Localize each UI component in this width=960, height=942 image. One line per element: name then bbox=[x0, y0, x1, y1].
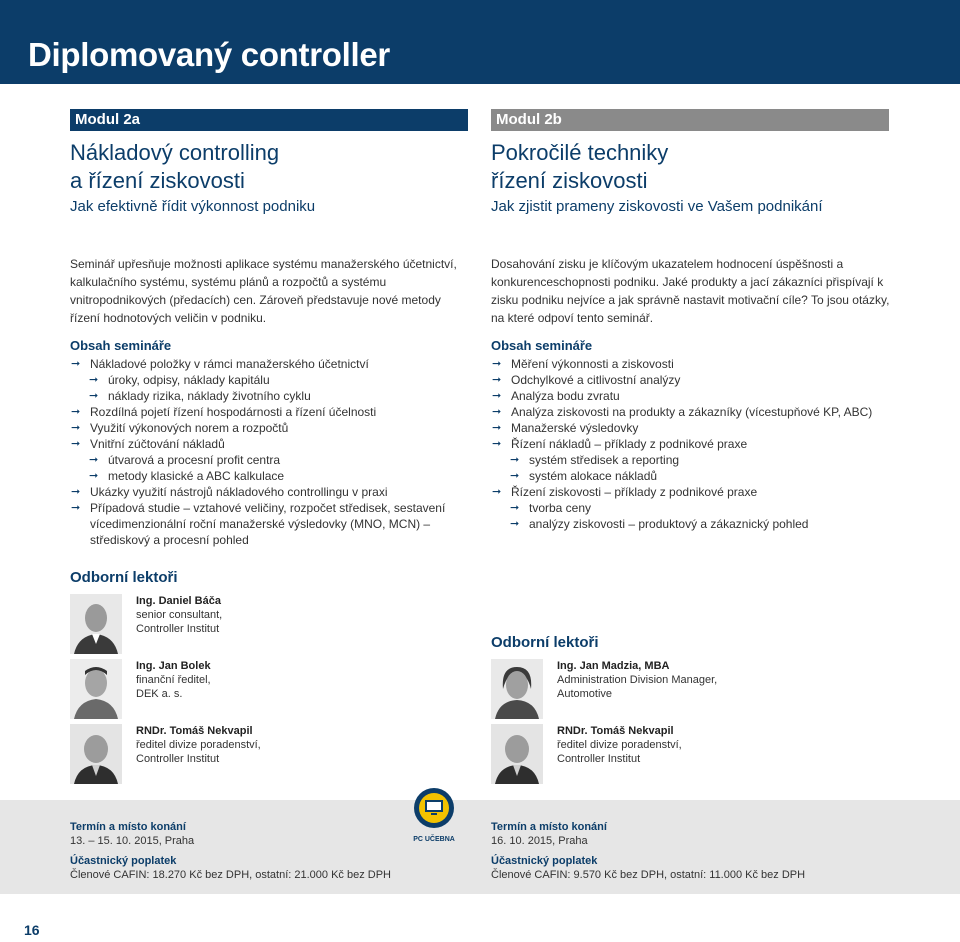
term-value: 16. 10. 2015, Praha bbox=[491, 835, 588, 847]
lecturer-name: RNDr. Tomáš Nekvapil bbox=[136, 725, 253, 737]
module-2b-items bbox=[491, 356, 891, 532]
module-2a-items bbox=[70, 356, 470, 548]
page-header bbox=[0, 0, 960, 84]
module-2a-intro: Seminář upřesňuje možnosti aplikace systému manažerského účetnictví, kalkulačního systému, systému plánů a rozpočtů a systému vnitropodnikových (předacích) cen. Zároveň představuje nové metody řízení hodnotových veličin v podniku. bbox=[70, 257, 457, 325]
module-2a-subtitle: Jak efektivně řídit výkonnost podniku bbox=[70, 198, 316, 215]
lecturer-photo bbox=[70, 724, 122, 784]
arrow-bullet-icon: ➞ bbox=[89, 374, 99, 386]
fee-heading: Účastnický poplatek bbox=[70, 855, 177, 867]
lecturer-photo bbox=[491, 659, 543, 719]
arrow-bullet-icon: ➞ bbox=[510, 454, 520, 466]
pc-classroom-badge bbox=[414, 786, 454, 846]
module-2b-label: Modul 2b bbox=[491, 109, 889, 131]
lecturer-photo bbox=[491, 724, 543, 784]
arrow-bullet-icon: ➞ bbox=[492, 390, 502, 402]
lecturer-role: senior consultant, bbox=[136, 609, 223, 621]
pc-classroom-icon bbox=[414, 786, 454, 836]
list-item: ➞ Analýza bodu zvratu bbox=[492, 389, 620, 403]
module-2a-content bbox=[70, 255, 470, 548]
list-subitem: ➞ náklady rizika, náklady životního cyklu bbox=[89, 389, 311, 403]
fee-heading: Účastnický poplatek bbox=[491, 855, 598, 867]
module-2a-heading bbox=[70, 109, 468, 217]
module-2b-title-line2: řízení ziskovosti bbox=[491, 168, 648, 193]
lecturer-card bbox=[70, 594, 370, 654]
arrow-bullet-icon: ➞ bbox=[510, 470, 520, 482]
arrow-bullet-icon: ➞ bbox=[89, 470, 99, 482]
lecturer-role: Administration Division Manager, bbox=[557, 674, 718, 686]
module-2b-subtitle: Jak zjistit prameny ziskovosti ve Vašem podnikání bbox=[491, 198, 823, 215]
pc-classroom-label: PC UČEBNA bbox=[413, 836, 455, 843]
lecturer-org: Controller Institut bbox=[136, 753, 220, 765]
module-2b-intro: Dosahování zisku je klíčovým ukazatelem hodnocení úspěšnosti a konkurenceschopnosti podniku. Jaké produkty a jací zákazníci přispívají k zisku podniku nejvíce a jak správně nastavit motivační cíle? To jsou otázky, na které odpoví tento seminář. bbox=[491, 257, 890, 325]
arrow-bullet-icon: ➞ bbox=[71, 358, 81, 370]
list-item: ➞ Využití výkonových norem a rozpočtů bbox=[71, 421, 289, 435]
lecturer-org: Controller Institut bbox=[136, 623, 220, 635]
list-item: ➞ Případová studie – vztahové veličiny, rozpočet středisek, sestavení vícedimenzionální roční manažerské výsledovky (MNO, MCN) – střediskový a procesní pohled bbox=[71, 501, 446, 547]
arrow-bullet-icon: ➞ bbox=[492, 374, 502, 386]
module-2a-title-line1: Nákladový controlling bbox=[70, 140, 280, 165]
module-2b-heading bbox=[491, 109, 889, 217]
lecturer-role: finanční ředitel, bbox=[136, 674, 211, 686]
list-subitem: ➞ analýzy ziskovosti – produktový a zákaznický pohled bbox=[510, 517, 809, 531]
list-item: ➞ Rozdílná pojetí řízení hospodárnosti a řízení účelnosti bbox=[71, 405, 377, 419]
lecturer-card bbox=[70, 724, 370, 784]
module-2a-footer bbox=[70, 820, 391, 882]
list-subitem: ➞ systém alokace nákladů bbox=[510, 469, 658, 483]
arrow-bullet-icon: ➞ bbox=[492, 358, 502, 370]
list-subitem: ➞ systém středisek a reporting bbox=[510, 453, 680, 467]
lecturer-role: ředitel divize poradenství, bbox=[136, 739, 261, 751]
arrow-bullet-icon: ➞ bbox=[492, 486, 502, 498]
module-2a-label: Modul 2a bbox=[70, 109, 468, 131]
module-2b-obsah-heading: Obsah semináře bbox=[491, 338, 593, 353]
lecturer-name: Ing. Jan Bolek bbox=[136, 660, 211, 672]
term-value: 13. – 15. 10. 2015, Praha bbox=[70, 835, 195, 847]
page-number: 16 bbox=[24, 922, 40, 938]
lecturer-name: Ing. Jan Madzia, MBA bbox=[557, 660, 670, 672]
arrow-bullet-icon: ➞ bbox=[510, 502, 520, 514]
lecturer-card bbox=[491, 724, 791, 784]
list-item: ➞ Nákladové položky v rámci manažerského účetnictví bbox=[71, 357, 369, 371]
arrow-bullet-icon: ➞ bbox=[510, 518, 520, 530]
arrow-bullet-icon: ➞ bbox=[492, 406, 502, 418]
arrow-bullet-icon: ➞ bbox=[71, 486, 81, 498]
module-2b-title-line1: Pokročilé techniky bbox=[491, 140, 669, 165]
list-subitem: ➞ úroky, odpisy, náklady kapitálu bbox=[89, 373, 270, 387]
list-subitem: ➞ útvarová a procesní profit centra bbox=[89, 453, 281, 467]
list-subitem: ➞ metody klasické a ABC kalkulace bbox=[89, 469, 285, 483]
module-2b-lecturers-heading: Odborní lektoři bbox=[491, 634, 599, 651]
lecturer-org: DEK a. s. bbox=[136, 688, 183, 700]
arrow-bullet-icon: ➞ bbox=[492, 422, 502, 434]
fee-value: Členové CAFIN: 18.270 Kč bez DPH, ostatní: 21.000 Kč bez DPH bbox=[70, 869, 391, 881]
term-heading: Termín a místo konání bbox=[491, 821, 607, 833]
list-item: ➞ Odchylkové a citlivostní analýzy bbox=[492, 373, 681, 387]
module-2a-lecturers-heading: Odborní lektoři bbox=[70, 569, 178, 586]
arrow-bullet-icon: ➞ bbox=[71, 502, 81, 514]
fee-value: Členové CAFIN: 9.570 Kč bez DPH, ostatní: 11.000 Kč bez DPH bbox=[491, 869, 806, 881]
lecturer-role: ředitel divize poradenství, bbox=[557, 739, 682, 751]
list-item: ➞ Řízení nákladů – příklady z podnikové praxe bbox=[492, 437, 748, 451]
lecturer-card bbox=[70, 659, 370, 719]
lecturer-org: Controller Institut bbox=[557, 753, 641, 765]
arrow-bullet-icon: ➞ bbox=[89, 454, 99, 466]
module-2a-title-line2: a řízení ziskovosti bbox=[70, 168, 245, 193]
module-2a-obsah-heading: Obsah semináře bbox=[70, 338, 172, 353]
lecturer-card bbox=[491, 659, 791, 719]
arrow-bullet-icon: ➞ bbox=[492, 438, 502, 450]
lecturer-name: Ing. Daniel Báča bbox=[136, 595, 221, 607]
module-2b-footer bbox=[491, 820, 805, 882]
list-item: ➞ Řízení ziskovosti – příklady z podnikové praxe bbox=[492, 485, 758, 499]
lecturer-org: Automotive bbox=[557, 688, 613, 700]
arrow-bullet-icon: ➞ bbox=[71, 438, 81, 450]
arrow-bullet-icon: ➞ bbox=[71, 422, 81, 434]
lecturer-photo bbox=[70, 594, 122, 654]
lecturer-photo bbox=[70, 659, 122, 719]
list-item: ➞ Ukázky využití nástrojů nákladového controllingu v praxi bbox=[71, 485, 388, 499]
arrow-bullet-icon: ➞ bbox=[71, 406, 81, 418]
list-item: ➞ Analýza ziskovosti na produkty a zákazníky (vícestupňové KP, ABC) bbox=[492, 405, 873, 419]
list-subitem: ➞ tvorba ceny bbox=[510, 501, 592, 515]
term-heading: Termín a místo konání bbox=[70, 821, 186, 833]
page-title: Diplomovaný controller bbox=[28, 36, 390, 73]
list-item: ➞ Manažerské výsledovky bbox=[492, 421, 639, 435]
module-2b-content bbox=[491, 255, 891, 532]
arrow-bullet-icon: ➞ bbox=[89, 390, 99, 402]
lecturer-name: RNDr. Tomáš Nekvapil bbox=[557, 725, 674, 737]
list-item: ➞ Vnitřní zúčtování nákladů bbox=[71, 437, 225, 451]
list-item: ➞ Měření výkonnosti a ziskovosti bbox=[492, 357, 674, 371]
